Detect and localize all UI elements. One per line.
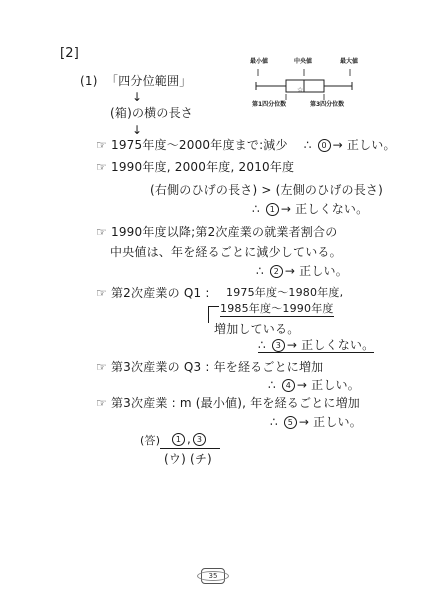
choice-circle: 3: [272, 339, 285, 352]
pointing-hand-icon: ☞: [96, 396, 107, 410]
line-2-text: 1990年度, 2000年度, 2010年度: [110, 160, 295, 174]
pointing-hand-icon: ☞: [96, 225, 107, 239]
line-11: [96, 396, 360, 410]
answer-top: [170, 432, 208, 446]
boxplot-diagram: [248, 58, 360, 110]
mean-star-icon: ☆: [297, 86, 304, 94]
choice-circle: 5: [284, 416, 297, 429]
choice-circle: 2: [270, 265, 283, 278]
therefore-symbol: ∴: [268, 378, 276, 392]
label-q1: 第1四分位数: [252, 101, 287, 108]
line-5-result: [256, 264, 348, 278]
line-9-text: 第3次産業の Q3 : 年を経るごとに増加: [110, 360, 324, 374]
page-number: 35: [201, 568, 225, 584]
line-9: [96, 360, 323, 374]
line-5-text: 中央値は、年を経るごとに減少している。: [110, 245, 342, 259]
line-7-text: 増加している。: [214, 322, 300, 336]
answer-mark: (答): [140, 434, 161, 447]
result-text: → 正しい。: [296, 378, 360, 392]
answer-circle-1: 1: [172, 433, 185, 446]
line-11-text: 第3次産業 : m (最小値), 年を経るごとに増加: [110, 396, 360, 410]
line-1-text: 1975年度〜2000年度まで:減少: [110, 138, 288, 152]
choice-circle: 4: [282, 379, 295, 392]
therefore-symbol: ∴: [256, 264, 264, 278]
line-6-range-1: 1975年度〜1980年度,: [226, 286, 344, 299]
line-2: [96, 160, 294, 174]
line-6-range-2: 1985年度〜1990年度: [220, 302, 334, 315]
result-text: → 正しい。: [332, 138, 396, 152]
label-min: 最小値: [250, 58, 269, 65]
label-median: 中央値: [294, 58, 313, 65]
line-4-text: 1990年度以降;第2次産業の就業者割合の: [110, 225, 338, 239]
line-8-result: [258, 338, 374, 353]
line-3-text: (右側のひげの長さ) > (左側のひげの長さ): [150, 183, 384, 197]
therefore-symbol: ∴: [270, 415, 278, 429]
pointing-hand-icon: ☞: [96, 138, 107, 152]
answer-bottom: (ウ) (チ): [164, 452, 212, 466]
line-3-result: [252, 202, 368, 216]
answer-comma: ,: [187, 432, 192, 446]
therefore-symbol: ∴: [252, 202, 260, 216]
line-1: [96, 138, 396, 152]
bracket-line: [208, 306, 219, 323]
result-text: → 正しくない。: [286, 338, 375, 352]
result-text: → 正しい。: [298, 415, 362, 429]
line-6: [96, 286, 210, 300]
pointing-hand-icon: ☞: [96, 160, 107, 174]
section-label: [2]: [60, 46, 80, 61]
q1-term-meaning: (箱)の横の長さ: [110, 106, 193, 120]
result-text: → 正しくない。: [280, 202, 369, 216]
boxplot-figure: [248, 66, 360, 102]
therefore-symbol: ∴: [303, 138, 312, 152]
q1-number: (1): [80, 74, 98, 88]
label-max: 最大値: [340, 58, 359, 65]
line-10-result: [268, 378, 360, 392]
line-4: [96, 225, 337, 239]
result-text: → 正しい。: [284, 264, 348, 278]
choice-circle: 1: [266, 203, 279, 216]
answer-circle-2: 3: [193, 433, 206, 446]
line-12-result: [270, 415, 362, 429]
therefore-symbol: ∴: [258, 338, 266, 352]
line-6-text: 第2次産業の Q1 :: [110, 286, 210, 300]
down-arrow-icon: ↓: [132, 123, 143, 137]
pointing-hand-icon: ☞: [96, 286, 107, 300]
q1-term: 「四分位範囲」: [106, 74, 192, 88]
pointing-hand-icon: ☞: [96, 360, 107, 374]
down-arrow-icon: ↓: [132, 90, 143, 104]
answer-underline: [160, 448, 220, 449]
choice-circle: 0: [318, 139, 331, 152]
label-q3: 第3四分位数: [310, 101, 345, 108]
